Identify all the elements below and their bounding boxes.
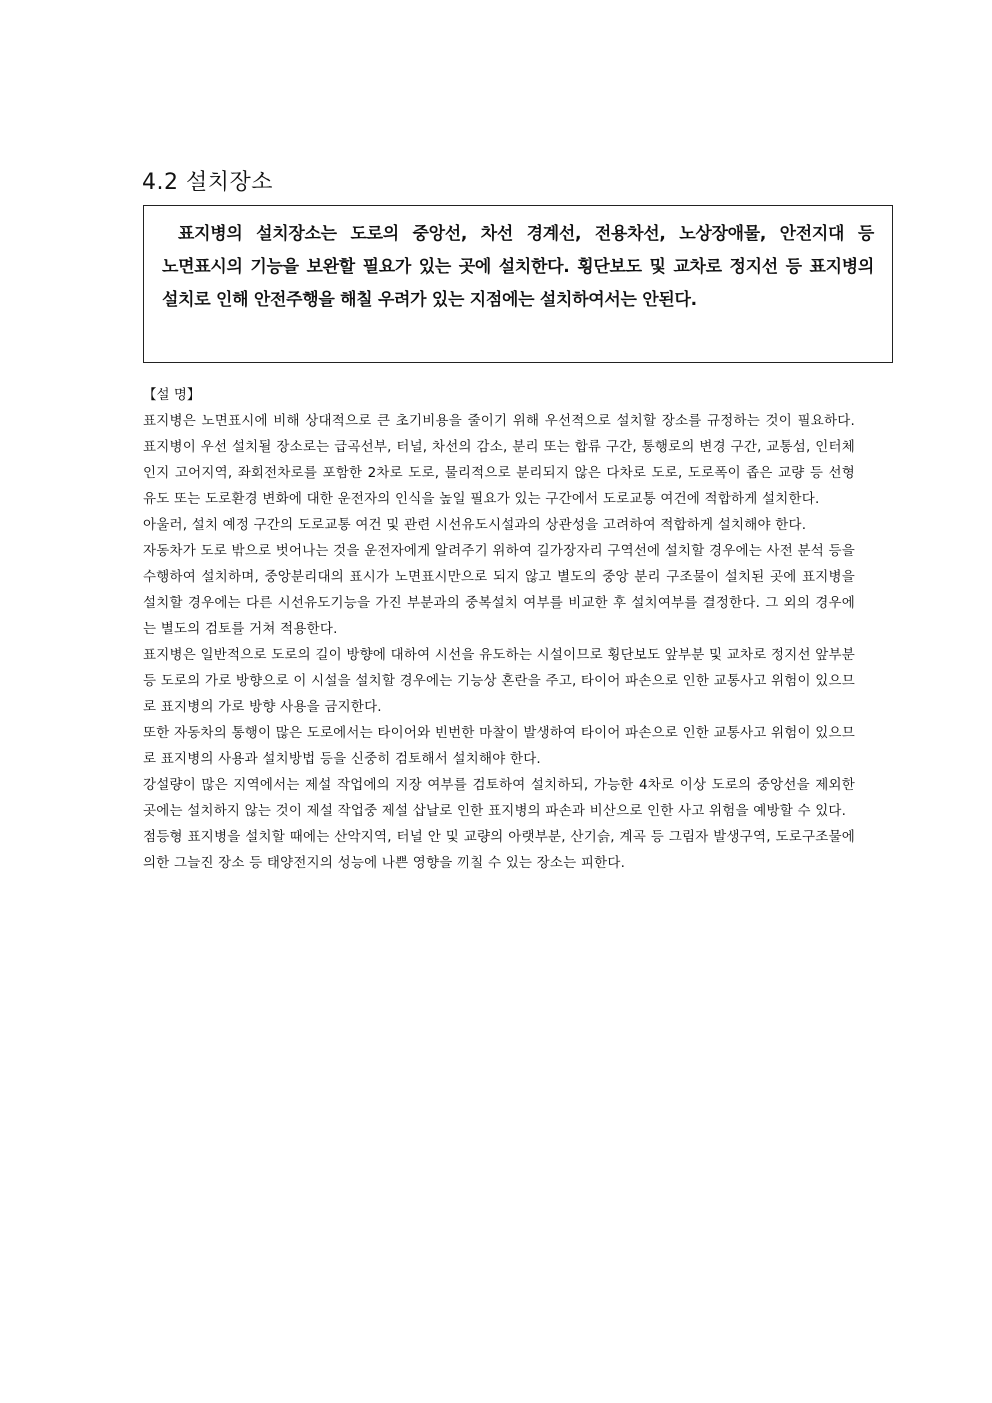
explanation-section bbox=[143, 382, 855, 876]
explanation-paragraph: 자동차가 도로 밖으로 벗어나는 것을 운전자에게 알려주기 위하여 길가장자리 구역선에 설치할 경우에는 사전 분석 등을 수행하여 설치하며, 중앙분리대의 표시가 노면표시만으로 되지 않고 별도의 중앙 분리 구조물이 설치된 곳에 표지병을 설치할 경우에는 다른 시선유도기능을 가진 부분과의 중복설치 여부를 비교한 후 설치여부를 결정한다. 그 외의 경우에는 별도의 검토를 거쳐 적용한다. bbox=[143, 543, 855, 637]
explanation-paragraph: 표지병은 노면표시에 비해 상대적으로 큰 초기비용을 줄이기 위해 우선적으로 설치할 장소를 규정하는 것이 필요하다. 표지병이 우선 설치될 장소로는 급곡선부, 터널, 차선의 감소, 분리 또는 합류 구간, 통행로의 변경 구간, 교통섬, 인터체인지 고어지역, 좌회전차로를 포함한 2차로 도로, 물리적으로 분리되지 않은 다차로 도로, 도로폭이 좁은 교량 등 선형 유도 또는 도로환경 변화에 대한 운전자의 인식을 높일 필요가 있는 구간에서 도로교통 여건에 적합하게 설치한다. bbox=[143, 413, 855, 507]
explanation-paragraph: 강설량이 많은 지역에서는 제설 작업에의 지장 여부를 검토하여 설치하되, 가능한 4차로 이상 도로의 중앙선을 제외한 곳에는 설치하지 않는 것이 제설 작업중 제설 삽날로 인한 표지병의 파손과 비산으로 인한 사고 위험을 예방할 수 있다. bbox=[143, 777, 855, 819]
explanation-label: 【설 명】 bbox=[143, 387, 201, 403]
explanation-paragraph: 점등형 표지병을 설치할 때에는 산악지역, 터널 안 및 교량의 아랫부분, 산기슭, 계곡 등 그림자 발생구역, 도로구조물에 의한 그늘진 장소 등 태양전지의 성능에 나쁜 영향을 끼칠 수 있는 장소는 피한다. bbox=[143, 829, 855, 871]
explanation-paragraph: 아울러, 설치 예정 구간의 도로교통 여건 및 관련 시선유도시설과의 상관성을 고려하여 적합하게 설치해야 한다. bbox=[143, 517, 807, 533]
boxed-provision bbox=[143, 205, 893, 363]
section-heading: 4.2 설치장소 bbox=[142, 170, 273, 195]
boxed-provision-text: 표지병의 설치장소는 도로의 중앙선, 차선 경계선, 전용차선, 노상장애물, 안전지대 등 노면표시의 기능을 보완할 필요가 있는 곳에 설치한다. 횡단보도 및 교차로 정지선 등 표지병의 설치로 인해 안전주행을 해칠 우려가 있는 지점에는 설치하여서는 안된다. bbox=[162, 224, 874, 310]
explanation-paragraph: 표지병은 일반적으로 도로의 길이 방향에 대하여 시선을 유도하는 시설이므로 횡단보도 앞부분 및 교차로 정지선 앞부분 등 도로의 가로 방향으로 이 시설을 설치할 경우에는 기능상 혼란을 주고, 타이어 파손으로 인한 교통사고 위험이 있으므로 표지병의 가로 방향 사용을 금지한다. bbox=[143, 647, 855, 715]
explanation-paragraph: 또한 자동차의 통행이 많은 도로에서는 타이어와 빈번한 마찰이 발생하여 타이어 파손으로 인한 교통사고 위험이 있으므로 표지병의 사용과 설치방법 등을 신중히 검토해서 설치해야 한다. bbox=[143, 725, 855, 767]
